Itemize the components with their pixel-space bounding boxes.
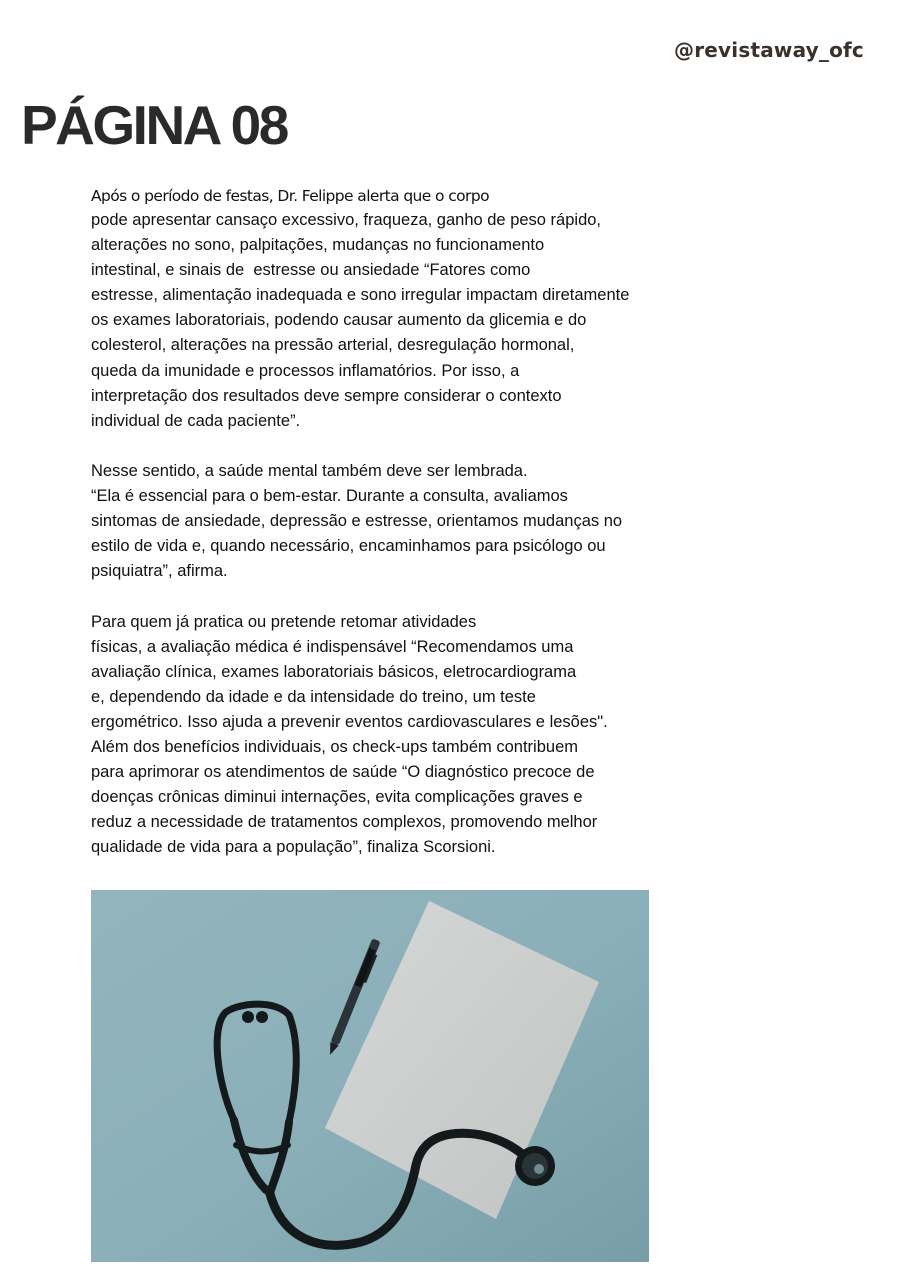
text-line: sintomas de ansiedade, depressão e estresse, orientamos mudanças no [91,512,623,531]
text-line: interpretação dos resultados deve sempre considerar o contexto [91,386,562,405]
stethoscope-photo [91,890,649,1262]
text-line: doenças crônicas diminui internações, evita complicações graves e [91,788,583,807]
text-line: Além dos benefícios individuais, os check-ups também contribuem [91,737,578,756]
text-line: queda da imunidade e processos inflamatórios. Por isso, a [91,361,520,380]
ear-tip [242,1011,254,1023]
text-line: qualidade de vida para a população”, finaliza Scorsioni. [91,838,496,857]
ear-tip [256,1011,268,1023]
text-line: e, dependendo da idade e da intensidade do treino, um teste [91,687,536,706]
article-body [91,184,731,860]
text-line: individual de cada paciente”. [91,411,301,430]
text-line: “Ela é essencial para o bem-estar. Durante a consulta, avaliamos [91,487,568,506]
article-lead-line: Após o período de festas, Dr. Felippe alerta que o corpo [91,187,489,205]
text-line: psiquiatra”, afirma. [91,562,228,581]
instagram-handle: @revistaway_ofc [674,38,864,62]
text-line: Nesse sentido, a saúde mental também deve ser lembrada. [91,461,528,480]
text-line: Para quem já pratica ou pretende retomar atividades [91,612,477,631]
text-line: ergométrico. Isso ajuda a prevenir eventos cardiovasculares e lesões". [91,712,608,731]
stethoscope-illustration [91,890,649,1262]
paragraph-3 [91,610,731,861]
text-line: os exames laboratoriais, podendo causar aumento da glicemia e do [91,311,587,330]
text-line: estresse, alimentação inadequada e sono irregular impactam diretamente [91,286,630,305]
text-line: alterações no sono, palpitações, mudanças no funcionamento [91,236,545,255]
text-line: reduz a necessidade de tratamentos complexos, promovendo melhor [91,813,598,832]
text-line: para aprimorar os atendimentos de saúde “O diagnóstico precoce de [91,763,595,782]
text-line: colesterol, alterações na pressão arterial, desregulação hormonal, [91,336,575,355]
text-line: pode apresentar cansaço excessivo, fraqueza, ganho de peso rápido, [91,211,602,229]
paragraph-2 [91,459,731,584]
text-line: intestinal, e sinais de estresse ou ansiedade “Fatores como [91,261,531,280]
page-title: PÁGINA 08 [21,94,287,156]
paragraph-spacer [91,584,731,609]
text-line: avaliação clínica, exames laboratoriais básicos, eletrocardiograma [91,662,577,681]
text-line: físicas, a avaliação médica é indispensável “Recomendamos uma [91,637,574,656]
paragraph-1 [91,208,731,434]
text-line: estilo de vida e, quando necessário, encaminhamos para psicólogo ou [91,537,606,556]
paragraph-spacer [91,434,731,459]
